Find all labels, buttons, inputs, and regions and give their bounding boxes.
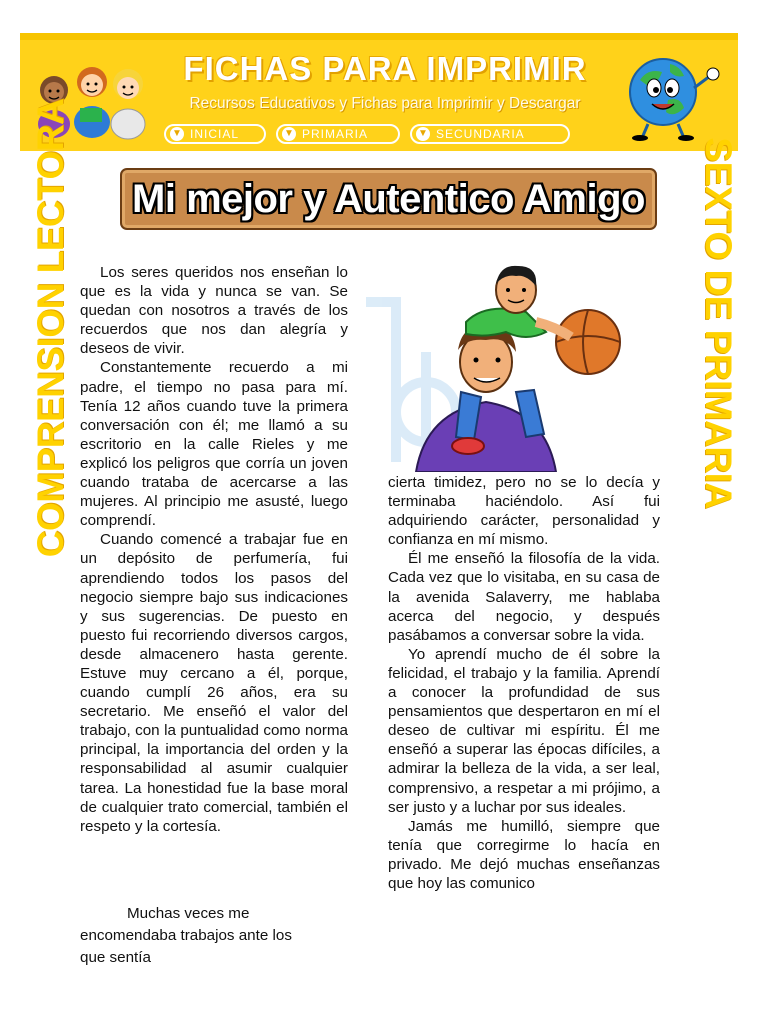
nav-label: PRIMARIA	[302, 127, 369, 141]
page-title: Mi mejor y Autentico Amigo	[132, 177, 645, 221]
paragraph: Los seres queridos nos enseñan lo que es la vida y nunca se van. Se quedan con nosotros a través de los recuerdos que nos dan alegría y deseos de vivir.	[80, 264, 348, 358]
paragraph: Yo aprendí mucho de él sobre la felicidad, el trabajo y la familia. Aprendí a conocer la profundidad de sus pensamientos que despertaron en mí el deseo de cultivar mi espíritu. Él me enseñó a superar las épocas difíciles, a admirar la belleza de la vida, a ser leal, comprensivo, a respetar a mi prójimo, a ser justo y a luchar por sus ideales.	[388, 645, 660, 816]
paragraph: Constantemente recuerdo a mi padre, el tiempo no pasa para mí. Tenía 12 años cuando tuve la primera conversación con él; me llamó a su escritorio en la calle Rieles y me explicó los peligros que corría un joven cuando trataba de acercarse a las mujeres. Al principio me asusté, luego comprendí.	[80, 359, 348, 530]
arrow-down-icon: ▼	[416, 127, 430, 141]
side-label-comprension-lectora: COMPRENSION LECTORA	[30, 98, 71, 558]
right-column	[388, 473, 660, 893]
paragraph: Él me enseñó la filosofía de la vida. Cada vez que lo visitaba, en su casa de la avenida Salaverry, me hablaba acerca del negocio, y después pasábamos a conversar sobre la vida.	[388, 550, 660, 644]
arrow-down-icon: ▼	[170, 127, 184, 141]
globe-mascot-icon	[618, 50, 730, 142]
tail-line: que sentía	[80, 949, 151, 966]
left-column	[80, 263, 348, 836]
arrow-down-icon: ▼	[282, 127, 296, 141]
side-label-sexto-de-primaria: SEXTO DE PRIMARIA	[698, 137, 739, 509]
left-column-tail	[80, 903, 350, 969]
nav-inicial-button[interactable]	[164, 124, 266, 144]
nav-label: INICIAL	[190, 127, 240, 141]
paragraph: Cuando comencé a trabajar fue en un depósito de perfumería, fui aprendiendo todos los pasos del negocio siempre bajo sus indicaciones y sus sugerencias. De puesto en puesto fui recorriendo diversos cargos, desde almacenero hasta gerente. Estuve muy cercano a él, porque, cuando cumplí 26 años, era su secretario. Me enseñó el valor del trabajo, con la puntualidad como norma principal, la importancia del orden y la responsabilidad al asumir cualquier tarea. La honestidad fue la base moral de cualquier trato comercial, también el respeto y la cortesía.	[80, 531, 348, 835]
nav-secundaria-button[interactable]	[410, 124, 570, 144]
banner-subtitle: Recursos Educativos y Fichas para Imprimir y Descargar	[189, 95, 581, 112]
nav-primaria-button[interactable]	[276, 124, 400, 144]
paragraph: Jamás me humilló, siempre que tenía que corregirme lo hacía en privado. Me dejó muchas enseñanzas que hoy las comunico	[388, 817, 660, 892]
tail-line: encomendaba trabajos ante los	[80, 927, 292, 944]
nav-label: SECUNDARIA	[436, 127, 525, 141]
banner-title: FICHAS PARA IMPRIMIR	[183, 50, 587, 87]
paragraph: cierta timidez, pero no se lo decía y terminaba haciéndolo. Así fui adquiriendo carácter, personalidad y confianza en mí mismo.	[388, 474, 660, 549]
father-son-illustration	[356, 262, 656, 472]
tail-line: Muchas veces me	[127, 905, 250, 922]
